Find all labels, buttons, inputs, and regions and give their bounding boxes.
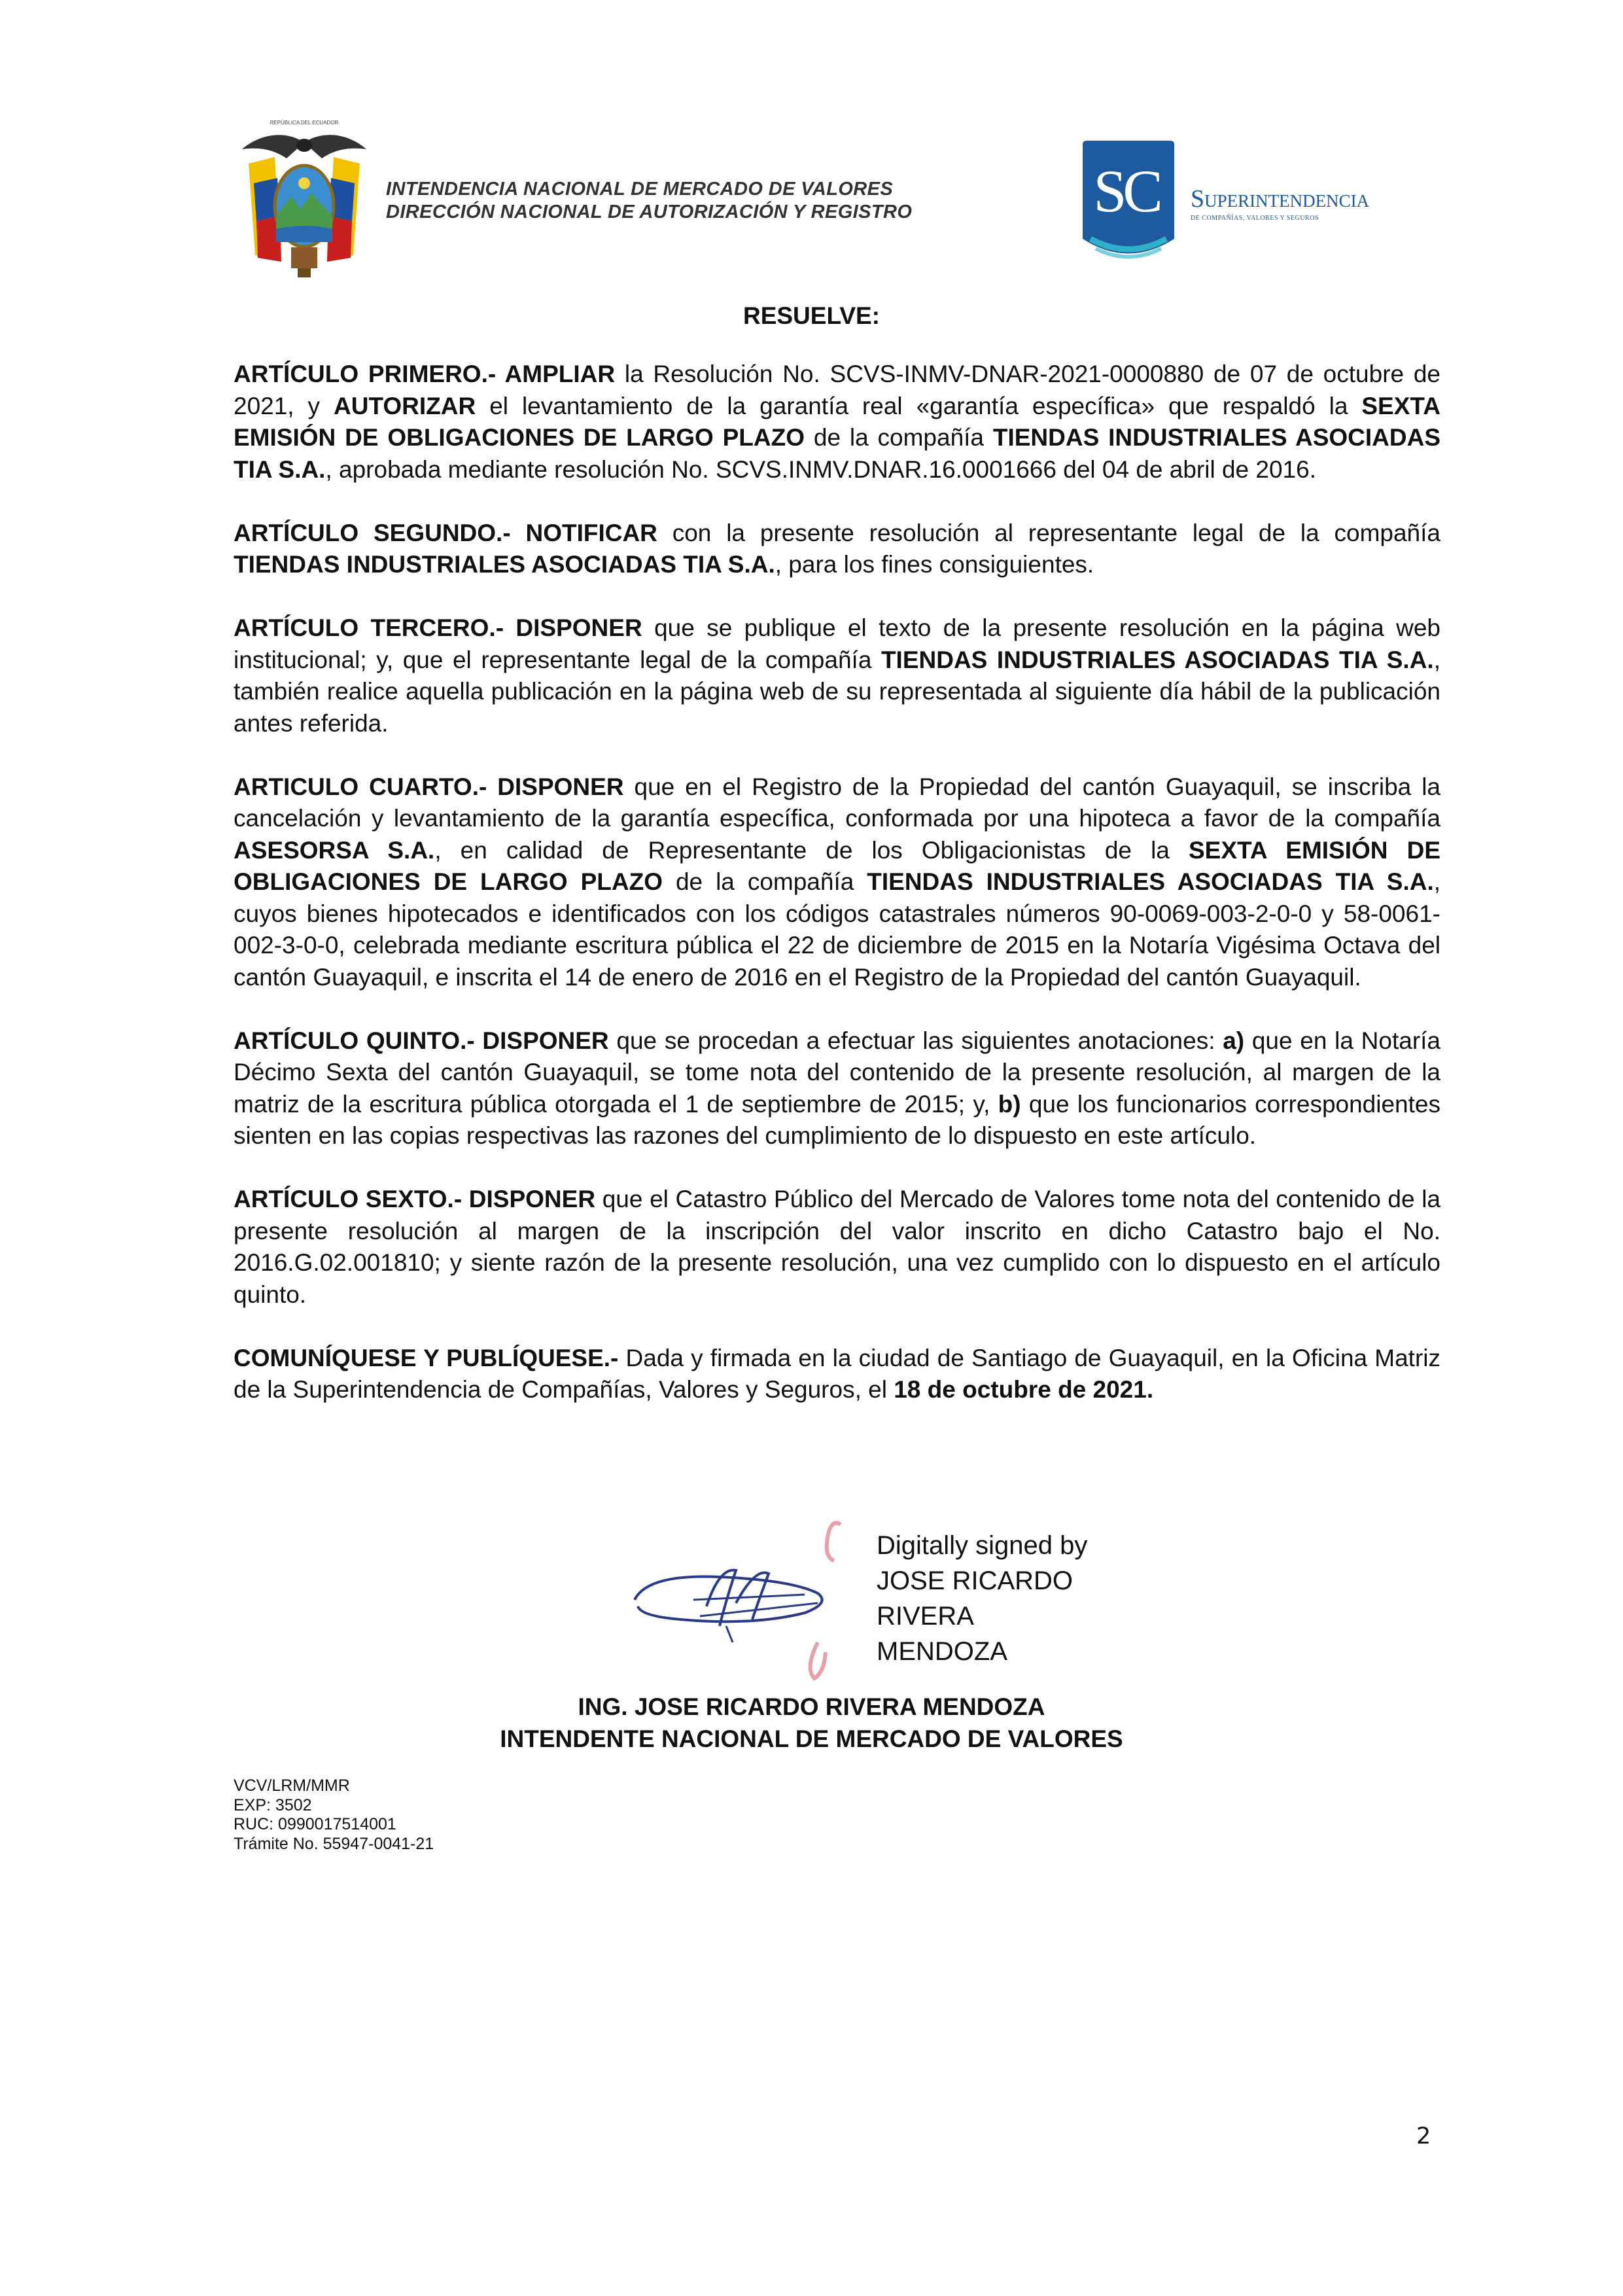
articulo-primero (234, 359, 1440, 486)
cuarto-company: TIENDAS INDUSTRIALES ASOCIADAS TIA S.A. (867, 868, 1434, 895)
cuarto-emission: SEXTA EMISIÓN DE OBLIGACIONES DE LARGO PLAZO (234, 836, 1440, 895)
primero-text: el levantamiento de la garantía real «garantía específica» que respaldó la (476, 392, 1362, 419)
primero-text: , aprobada mediante resolución No. SCVS.INMV.DNAR.16.0001666 del 04 de abril de 2016. (325, 455, 1316, 483)
segundo-text: , para los fines consiguientes. (775, 551, 1094, 578)
primero-lead: ARTÍCULO PRIMERO.- AMPLIAR (234, 361, 616, 387)
digital-signature-text (877, 1528, 1087, 1669)
document-header (236, 111, 1426, 281)
signature-block (621, 1502, 1210, 1698)
articulo-cuarto (234, 771, 1440, 994)
cuarto-text: , en calidad de Representante de los Obligacionistas de la (434, 836, 1189, 864)
page-number: 2 (1416, 2123, 1431, 2149)
handwritten-signature (621, 1554, 883, 1652)
institution-line-1: INTENDENCIA NACIONAL DE MERCADO DE VALORES (386, 179, 894, 200)
resolution-body (234, 359, 1440, 1438)
quinto-text: que se procedan a efectuar las siguientes anotaciones: (608, 1027, 1223, 1054)
cuarto-text: , cuyos bienes hipotecados e identificados con los códigos catastrales números 90-0069-003-2-0-0 y 58-0061-002-3-0-0, celebrada mediante escritura pública el 22 de diciembre de 2015 en la Notaría Vigésima Octava del cantón Guayaquil, e inscrita el 14 de enero de 2016 en el Registro de la Propiedad del cantón Guayaquil. (234, 868, 1441, 991)
primero-text: la Resolución No. SCVS-INMV-DNAR-2021-0000880 de 07 de octubre de 2021, y (234, 361, 1440, 419)
sc-logo-subtitle: DE COMPAÑÍAS, VALORES Y SEGUROS (1191, 215, 1319, 222)
signer-title: INTENDENTE NACIONAL DE MERCADO DE VALORES (500, 1725, 1123, 1752)
digital-signature-line: JOSE RICARDO (877, 1566, 1073, 1595)
quinto-text: que los funcionarios correspondientes sienten en las copias respectivas las razones del cumplimiento de lo dispuesto en este artículo. (234, 1090, 1440, 1149)
footer-ruc: RUC: 0990017514001 (234, 1815, 396, 1833)
segundo-company: TIENDAS INDUSTRIALES ASOCIADAS TIA S.A. (234, 551, 775, 578)
quinto-item-b: b) (998, 1090, 1021, 1118)
sexto-lead: ARTÍCULO SEXTO.- DISPONER (234, 1186, 596, 1212)
sc-logo-name: Superintendencia (1191, 185, 1370, 213)
articulo-tercero (234, 612, 1440, 739)
primero-text: de la compañía (805, 424, 993, 451)
cuarto-company: ASESORSA S.A. (234, 836, 435, 864)
svg-text:C: C (1123, 158, 1163, 224)
quinto-text: que en la Notaría Décimo Sexta del cantón Guayaquil, se tome nota del contenido de la presente resolución, al margen de la matriz de la escritura pública otorgada el 1 de septiembre de 2015; y, (234, 1027, 1440, 1118)
sc-logo (1076, 141, 1181, 262)
quinto-lead: ARTÍCULO QUINTO.- DISPONER (234, 1027, 609, 1054)
quinto-item-a: a) (1223, 1027, 1245, 1054)
footer-exp: EXP: 3502 (234, 1795, 312, 1814)
primero-verb: AUTORIZAR (334, 392, 476, 419)
digital-signature-line: MENDOZA (877, 1637, 1007, 1666)
cierre-date: 18 de octubre de 2021. (894, 1376, 1154, 1403)
reference-footer (234, 1776, 434, 1854)
digital-signature-line: RIVERA (877, 1602, 974, 1631)
primero-emission: SEXTA EMISIÓN DE OBLIGACIONES DE LARGO PLAZO (234, 392, 1440, 451)
segundo-text: con la presente resolución al representante legal de la compañía (657, 519, 1440, 546)
svg-text:REPÚBLICA DEL ECUADOR: REPÚBLICA DEL ECUADOR (270, 120, 339, 126)
svg-text:S: S (1093, 158, 1127, 224)
cuarto-text: de la compañía (663, 868, 867, 895)
tercero-text: que se publique el texto de la presente resolución en la página web institucional; y, que el representante legal de la compañía (234, 614, 1440, 673)
segundo-lead: ARTÍCULO SEGUNDO.- NOTIFICAR (234, 519, 657, 546)
articulo-segundo (234, 518, 1440, 581)
cuarto-lead: ARTICULO CUARTO.- DISPONER (234, 773, 624, 800)
tercero-text: , también realice aquella publicación en la página web de su representada al siguiente día hábil de la publicación antes referida. (234, 646, 1440, 737)
institution-line-2: DIRECCIÓN NACIONAL DE AUTORIZACIÓN Y REGISTRO (386, 202, 913, 222)
resuelve-heading: RESUELVE: (742, 302, 880, 329)
primero-company: TIENDAS INDUSTRIALES ASOCIADAS TIA S.A. (234, 424, 1441, 483)
articulo-sexto (234, 1184, 1440, 1311)
sexto-text: que el Catastro Público del Mercado de Valores tome nota del contenido de la presente resolución al margen de la inscripción del valor inscrito en dicho Catastro bajo el No. 2016.G.02.001810; y siente razón de la presente resolución, una vez cumplido con lo dispuesto en el artículo quinto. (234, 1186, 1441, 1308)
signer-name: ING. JOSE RICARDO RIVERA MENDOZA (578, 1693, 1045, 1720)
tercero-company: TIENDAS INDUSTRIALES ASOCIADAS TIA S.A. (881, 646, 1434, 673)
digital-signature-line: Digitally signed by (877, 1531, 1088, 1560)
cierre-lead: COMUNÍQUESE Y PUBLÍQUESE.- (234, 1344, 619, 1371)
footer-initials: VCV/LRM/MMR (234, 1776, 350, 1795)
footer-tramite: Trámite No. 55947-0041-21 (234, 1834, 434, 1853)
cierre (234, 1343, 1440, 1406)
cierre-text: Dada y firmada en la ciudad de Santiago de Guayaquil, en la Oficina Matriz de la Superintendencia de Compañías, Valores y Seguros, el (234, 1344, 1440, 1403)
articulo-quinto (234, 1025, 1440, 1152)
tercero-lead: ARTÍCULO TERCERO.- DISPONER (234, 614, 642, 641)
coat-of-arms-logo (236, 118, 373, 281)
cuarto-text: que en el Registro de la Propiedad del cantón Guayaquil, se inscriba la cancelación y levantamiento de la garantía específica, conformada por una hipoteca a favor de la compañía (234, 773, 1440, 832)
